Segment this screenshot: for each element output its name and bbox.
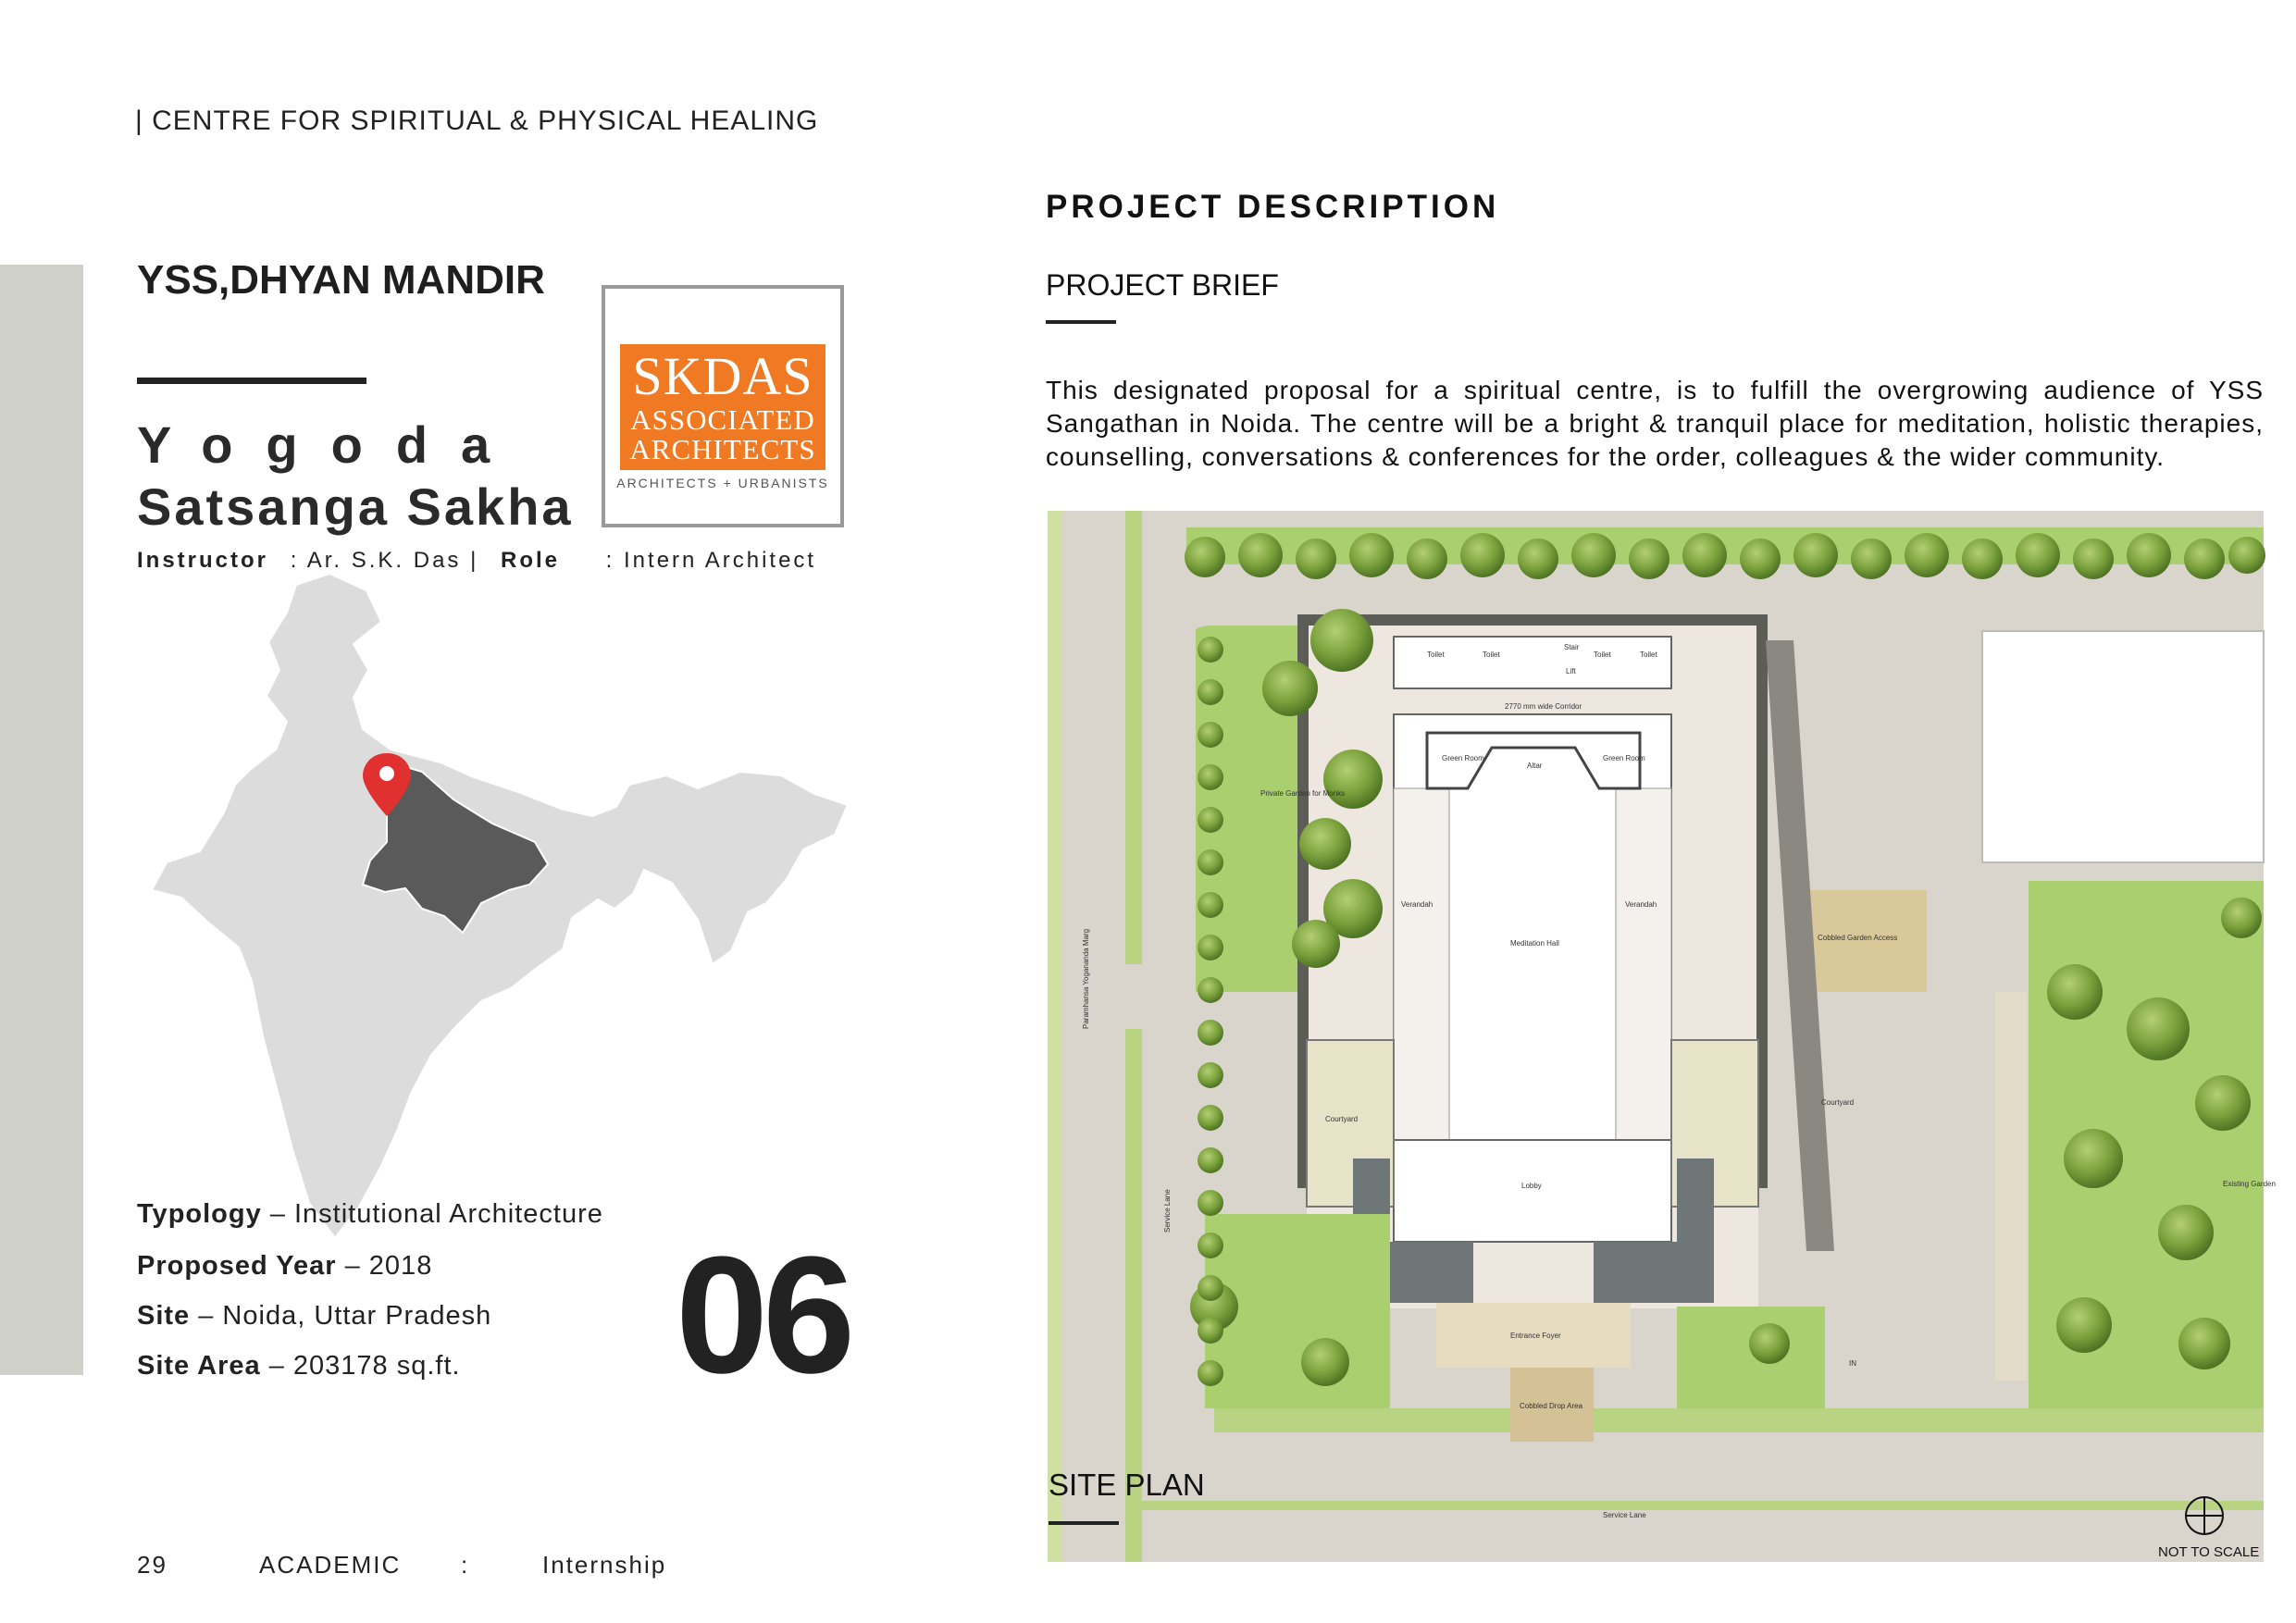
water-body bbox=[1677, 1158, 1714, 1303]
detail-typology bbox=[137, 1199, 603, 1230]
logo-line1: SKDAS bbox=[632, 346, 813, 406]
detail-site-area bbox=[137, 1351, 461, 1381]
lobby bbox=[1394, 1140, 1671, 1242]
label-existing-garden: Existing Garden bbox=[2223, 1180, 2276, 1188]
north-arrow-icon bbox=[2186, 1497, 2223, 1534]
label-courtyard: Courtyard bbox=[1325, 1115, 1359, 1123]
road-verge bbox=[1125, 511, 1142, 964]
site-plan-underline bbox=[1049, 1521, 1119, 1525]
scale-note: NOT TO SCALE bbox=[2158, 1544, 2260, 1560]
detail-label: Typology bbox=[137, 1199, 262, 1229]
detail-value: – 203178 sq.ft. bbox=[260, 1351, 461, 1381]
front-lawn bbox=[1677, 1307, 1825, 1408]
credits-line bbox=[137, 548, 816, 574]
label-service-lane: Service Lane bbox=[1603, 1511, 1646, 1519]
label-stair: Stair bbox=[1564, 643, 1580, 651]
verandah-zone bbox=[1616, 788, 1671, 1140]
logo-wordmark bbox=[620, 344, 825, 470]
instructor-label: Instructor bbox=[137, 548, 269, 573]
label-entrance-foyer: Entrance Foyer bbox=[1510, 1332, 1561, 1340]
section-header: | CENTRE FOR SPIRITUAL & PHYSICAL HEALING bbox=[135, 105, 819, 136]
detail-proposed-year bbox=[137, 1251, 432, 1282]
road-verge bbox=[1048, 511, 1062, 1562]
detail-label: Site Area bbox=[137, 1351, 261, 1381]
role-value: : Intern Architect bbox=[605, 548, 817, 573]
label-toilet: Toilet bbox=[1640, 650, 1657, 659]
label-lift: Lift bbox=[1566, 667, 1576, 675]
label-main-road: Paramhansa Yogananda Marg bbox=[1082, 928, 1090, 1029]
project-subtitle-line1: Yogoda bbox=[137, 415, 524, 474]
detail-site bbox=[137, 1301, 491, 1332]
side-accent-bar bbox=[0, 265, 83, 1375]
label-toilet: Toilet bbox=[1483, 650, 1500, 659]
parking-strip bbox=[1995, 992, 2027, 1381]
footer-category: ACADEMIC bbox=[259, 1551, 402, 1579]
label-altar: Altar bbox=[1527, 762, 1543, 770]
site-plan-label: SITE PLAN bbox=[1049, 1468, 1205, 1502]
project-number: 06 bbox=[676, 1222, 850, 1408]
footer-type: Internship bbox=[542, 1551, 667, 1579]
footer-separator: : bbox=[461, 1551, 470, 1579]
site-plan-drawing bbox=[1048, 511, 2276, 1562]
detail-value: – Institutional Architecture bbox=[261, 1199, 603, 1229]
label-courtyard: Courtyard bbox=[1821, 1098, 1855, 1107]
road-verge bbox=[1214, 1408, 2264, 1432]
label-service-lane-vertical: Service Lane bbox=[1163, 1189, 1172, 1233]
project-description: This designated proposal for a spiritual centre, is to fulfill the overgrowing audience of YSS Sangathan in Noida. The centre will be a bright & tranquil place for meditation, holistic therapies, counselling, conversations & conferences for the order, colleagues & the wider community. bbox=[1046, 376, 2264, 471]
logo-tagline: ARCHITECTS + URBANISTS bbox=[616, 476, 829, 490]
label-in: IN bbox=[1849, 1359, 1856, 1368]
label-lobby: Lobby bbox=[1521, 1182, 1542, 1190]
project-subtitle-line2: Satsanga Sakha bbox=[137, 477, 574, 536]
title-underline bbox=[137, 378, 366, 384]
label-drop-area: Cobbled Drop Area bbox=[1520, 1402, 1583, 1410]
verandah-zone bbox=[1394, 788, 1449, 1140]
logo-line2: ASSOCIATED bbox=[630, 403, 815, 436]
description-heading: PROJECT DESCRIPTION bbox=[1046, 189, 1500, 225]
label-corridor: 2770 mm wide Corridor bbox=[1505, 702, 1582, 711]
india-location-map bbox=[148, 574, 870, 1240]
label-green-room: Green Room bbox=[1442, 754, 1484, 762]
detail-label: Site bbox=[137, 1301, 191, 1331]
role-label: Role bbox=[500, 548, 560, 573]
label-toilet: Toilet bbox=[1594, 650, 1611, 659]
instructor-value: : Ar. S.K. Das | bbox=[290, 548, 479, 573]
brief-underline bbox=[1046, 320, 1116, 324]
detail-label: Proposed Year bbox=[137, 1251, 337, 1281]
logo-line3: ARCHITECTS bbox=[629, 433, 816, 465]
firm-logo bbox=[602, 285, 844, 527]
label-cobbled-access: Cobbled Garden Access bbox=[1818, 934, 1898, 942]
road-verge bbox=[1142, 1501, 2264, 1510]
label-green-room: Green Room bbox=[1603, 754, 1645, 762]
project-title: YSS,DHYAN MANDIR bbox=[137, 257, 545, 303]
page-number: 29 bbox=[137, 1551, 168, 1579]
label-verandah: Verandah bbox=[1625, 900, 1657, 909]
label-garden-monks: Private Garden for Monks bbox=[1260, 789, 1346, 798]
label-meditation-hall: Meditation Hall bbox=[1510, 939, 1559, 948]
neighbour-building bbox=[1982, 631, 2264, 862]
label-toilet: Toilet bbox=[1427, 650, 1445, 659]
label-verandah: Verandah bbox=[1401, 900, 1433, 909]
detail-value: – 2018 bbox=[336, 1251, 433, 1281]
india-outline bbox=[152, 574, 848, 1238]
toilet-block bbox=[1394, 637, 1671, 688]
brief-subheading: PROJECT BRIEF bbox=[1046, 268, 1279, 302]
detail-value: – Noida, Uttar Pradesh bbox=[190, 1301, 492, 1331]
